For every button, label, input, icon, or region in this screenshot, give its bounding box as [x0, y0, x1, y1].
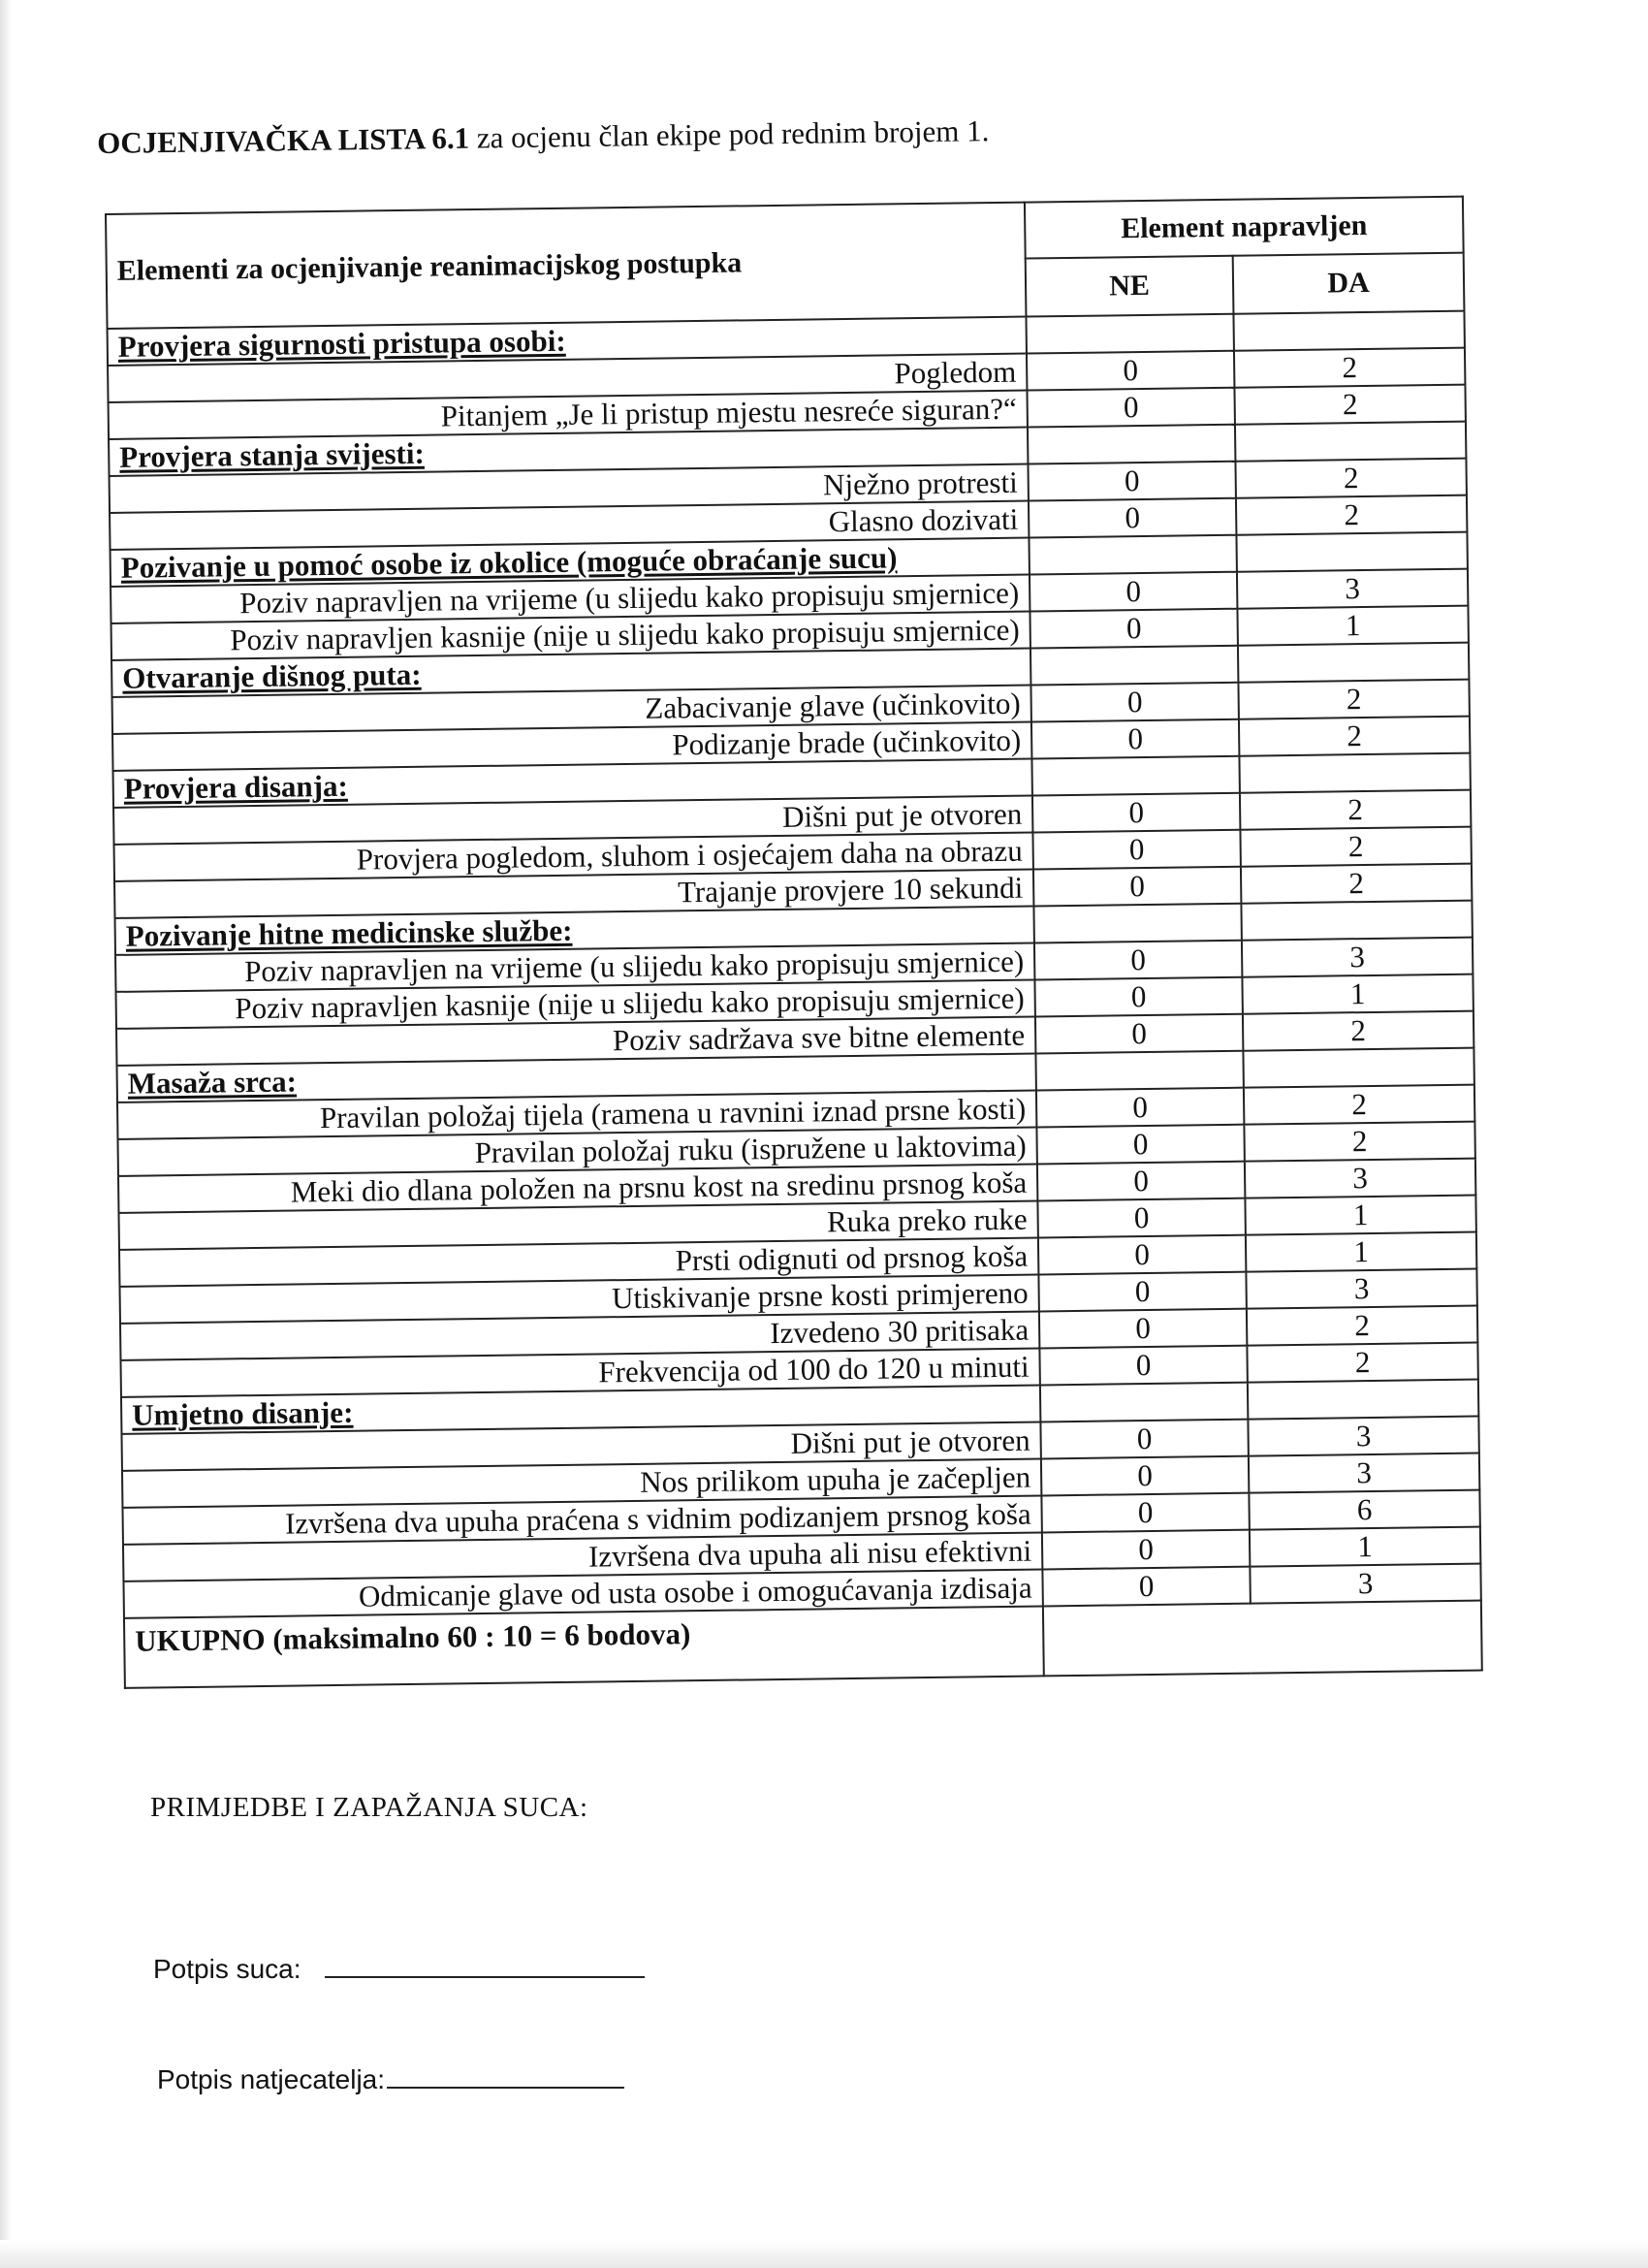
judge-remarks-label: PRIMJEDBE I ZAPAŽANJA SUCA:: [150, 1792, 588, 1823]
score-da: [1233, 311, 1464, 351]
section-label: Pozivanje u pomoć osobe iz okolice (moguće obraćanje sucu): [111, 538, 1030, 587]
score-ne: [1031, 756, 1239, 796]
criterion-label: Trajanje provjere 10 sekundi: [114, 870, 1033, 918]
score-ne: 0: [1034, 941, 1242, 980]
score-da: 1: [1242, 974, 1473, 1014]
score-ne: 0: [1040, 1420, 1248, 1459]
criterion-label: Meki dio dlana položen na prsnu kost na sredinu prsnog koša: [118, 1164, 1037, 1212]
score-da: 1: [1250, 1527, 1480, 1567]
score-ne: 0: [1029, 498, 1236, 538]
criterion-label: Nježno protresti: [110, 464, 1029, 513]
criterion-label: Izvršena dva upuha praćena s vidnim podizanjem prsnog koša: [122, 1495, 1041, 1544]
criterion-label: Zabacivanje glave (učinkovito): [112, 686, 1031, 734]
criterion-label: Dišni put je otvoren: [121, 1421, 1040, 1470]
score-ne: 0: [1028, 462, 1235, 501]
score-da: 3: [1237, 569, 1468, 609]
score-ne: 0: [1039, 1346, 1247, 1386]
section-label: Umjetno disanje:: [121, 1385, 1040, 1433]
score-da: [1236, 532, 1467, 572]
score-ne: 0: [1032, 830, 1240, 870]
section-label: Provjera sigurnosti pristupa osobi:: [108, 317, 1027, 366]
criterion-label: Izvršena dva upuha ali nisu efektivni: [123, 1532, 1042, 1581]
score-ne: 0: [1030, 572, 1237, 612]
score-ne: 0: [1027, 388, 1234, 428]
score-da: [1243, 1048, 1474, 1088]
score-da: 2: [1241, 864, 1472, 904]
score-da: 1: [1237, 606, 1468, 646]
criterion-label: Nos prilikom upuha je začepljen: [122, 1458, 1041, 1507]
competitor-signature-label: Potpis natjecatelja:: [157, 2064, 386, 2094]
criterion-label: Podizanje brade (učinkovito): [112, 722, 1031, 771]
score-da: [1241, 901, 1472, 941]
score-ne: 0: [1038, 1235, 1246, 1275]
score-da: 6: [1249, 1490, 1479, 1530]
score-da: 2: [1235, 459, 1466, 498]
score-ne: 0: [1034, 977, 1242, 1017]
criterion-label: Pravilan položaj tijela (ramena u ravnini iznad prsne kosti): [117, 1090, 1036, 1138]
criterion-label: Frekvencija od 100 do 120 u minuti: [120, 1348, 1039, 1396]
title-rest: za ocjenu član ekipe pod rednim brojem 1.: [468, 113, 990, 155]
score-ne: 0: [1038, 1272, 1246, 1312]
score-ne: 0: [1036, 1125, 1244, 1165]
score-da: 2: [1244, 1122, 1474, 1162]
criterion-label: Prsti odignuti od prsnog koša: [119, 1237, 1038, 1286]
criterion-label: Pogledom: [108, 354, 1027, 402]
score-da: 2: [1238, 680, 1469, 719]
score-da: 2: [1240, 790, 1471, 830]
header-col-ne: NE: [1026, 256, 1234, 317]
score-ne: 0: [1042, 1530, 1250, 1570]
criterion-label: Ruka preko ruke: [118, 1200, 1037, 1249]
score-ne: 0: [1035, 1014, 1243, 1054]
score-ne: 0: [1036, 1088, 1244, 1128]
score-da: 1: [1245, 1196, 1475, 1235]
score-da: 2: [1236, 495, 1467, 535]
score-ne: [1030, 646, 1238, 686]
header-element-done: Element napravljen: [1025, 197, 1464, 259]
score-ne: [1033, 904, 1241, 943]
score-ne: 0: [1041, 1493, 1249, 1533]
section-label: Masaža srca:: [117, 1054, 1036, 1102]
score-da: 2: [1234, 385, 1465, 425]
criterion-label: Poziv sadržava sve bitne elemente: [116, 1017, 1035, 1066]
score-da: 3: [1249, 1453, 1479, 1493]
criterion-label: Poziv napravljen na vrijeme (u slijedu kako propisuju smjernice): [111, 575, 1030, 623]
criterion-label: Pitanjem „Je li pristup mjestu nesreće siguran?“: [109, 391, 1028, 439]
competitor-signature-line[interactable]: [387, 2061, 624, 2089]
score-da: 2: [1243, 1011, 1474, 1051]
competitor-signature: [157, 2061, 624, 2095]
evaluation-sheet: [105, 196, 1481, 1689]
score-da: [1248, 1380, 1478, 1420]
score-ne: 0: [1033, 867, 1241, 907]
criterion-label: Poziv napravljen kasnije (nije u slijedu kako propisuju smjernice): [116, 980, 1035, 1029]
score-da: 1: [1246, 1232, 1476, 1272]
header-col-da: DA: [1233, 253, 1465, 314]
scan-shadow: [0, 0, 12, 2268]
header-elements: Elementi za ocjenjivanje reanimacijskog postupka: [106, 203, 1026, 329]
score-da: [1239, 753, 1470, 793]
score-ne: 0: [1037, 1198, 1245, 1238]
score-da: 3: [1242, 938, 1473, 977]
total-label: UKUPNO (maksimalno 60 : 10 = 6 bodova): [124, 1606, 1044, 1687]
score-ne: 0: [1041, 1456, 1249, 1496]
criterion-label: Provjera pogledom, sluhom i osjećajem daha na obrazu: [114, 833, 1033, 881]
section-label: Provjera stanja svijesti:: [109, 428, 1028, 476]
score-da: [1235, 422, 1466, 462]
total-score-cell[interactable]: [1043, 1601, 1482, 1677]
score-ne: 0: [1030, 609, 1237, 649]
score-da: 3: [1248, 1417, 1478, 1456]
section-label: Provjera disanja:: [113, 759, 1032, 808]
score-ne: 0: [1037, 1162, 1245, 1201]
score-da: 2: [1247, 1306, 1477, 1346]
score-da: 2: [1240, 827, 1471, 867]
criterion-label: Poziv napravljen kasnije (nije u slijedu kako propisuju smjernice): [111, 612, 1030, 660]
judge-signature-line[interactable]: [325, 1951, 645, 1978]
score-da: [1238, 643, 1469, 683]
evaluation-table: [105, 196, 1483, 1689]
score-ne: [1040, 1383, 1248, 1422]
section-label: Pozivanje hitne medicinske službe:: [115, 907, 1034, 955]
criterion-label: Glasno dozivati: [110, 501, 1029, 550]
score-ne: [1028, 425, 1235, 464]
page-title: [97, 113, 990, 161]
criterion-label: Odmicanje glave od usta osobe i omogućavanja izdisaja: [123, 1569, 1042, 1617]
score-ne: [1035, 1051, 1243, 1091]
score-da: 3: [1250, 1564, 1480, 1604]
criterion-label: Poziv napravljen na vrijeme (u slijedu kako propisuju smjernice): [115, 943, 1034, 992]
score-da: 2: [1234, 348, 1465, 388]
score-ne: 0: [1030, 683, 1238, 722]
criterion-label: Pravilan položaj ruku (ispružene u laktovima): [118, 1127, 1037, 1175]
score-ne: 0: [1032, 793, 1240, 833]
criterion-label: Utiskivanje prsne kosti primjereno: [119, 1274, 1038, 1323]
judge-signature: [153, 1951, 645, 1985]
score-ne: [1026, 314, 1233, 354]
score-da: 2: [1244, 1085, 1474, 1125]
score-da: 2: [1247, 1343, 1477, 1383]
score-ne: 0: [1031, 719, 1239, 759]
score-da: 2: [1239, 717, 1470, 756]
score-da: 3: [1246, 1269, 1476, 1309]
criterion-label: Izvedeno 30 pritisaka: [120, 1311, 1039, 1359]
score-da: 3: [1245, 1159, 1475, 1198]
score-ne: [1029, 535, 1236, 575]
scan-edge: [0, 2240, 1648, 2268]
score-ne: 0: [1027, 351, 1234, 391]
criterion-label: Dišni put je otvoren: [113, 796, 1032, 845]
score-ne: 0: [1039, 1309, 1247, 1349]
judge-signature-label: Potpis suca:: [153, 1954, 301, 1984]
title-bold: OCJENJIVAČKA LISTA 6.1: [97, 120, 470, 160]
score-ne: 0: [1042, 1567, 1250, 1607]
section-label: Otvaranje dišnog puta:: [111, 649, 1030, 697]
